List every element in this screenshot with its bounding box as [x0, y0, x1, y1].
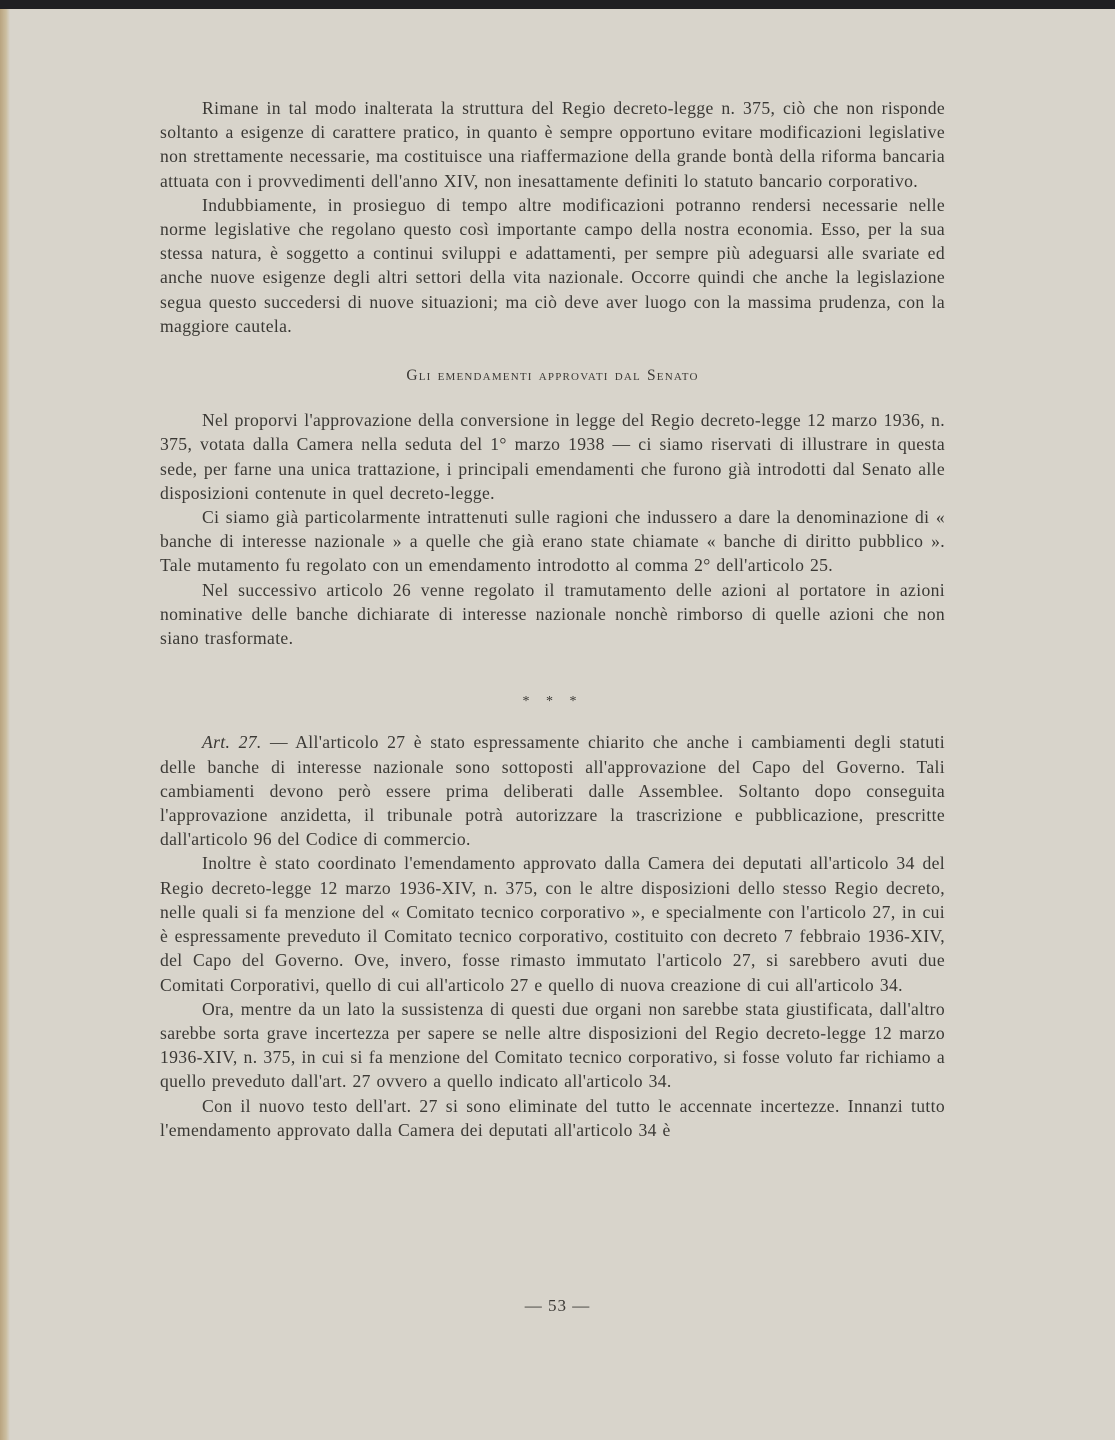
section-heading: Gli emendamenti approvati dal Senato [406, 367, 699, 385]
scan-top-border [0, 0, 1115, 9]
paragraph-2: Indubbiamente, in prosieguo di tempo altre modificazioni potranno rendersi necessarie nelle norme legislative che regolano questo così importante campo della nostra economia. Esso, per la sua stessa natura, è soggetto a continui sviluppi e adattamenti, per sempre più adeguarsi alle svariate ed anche nuove esigenze degli altri settori della vita nazionale. Occorre quindi che anche la legislazione segua questo succedersi di nuove situazioni; ma ciò deve aver luogo con la massima prudenza, con la maggiore cautela. [160, 194, 945, 336]
paragraph-3: Nel proporvi l'approvazione della conversione in legge del Regio decreto-legge 12 marzo 1936, n. 375, votata dalla Camera nella seduta del 1° marzo 1938 — ci siamo riservati di illustrare in questa sede, per farne una unica trattazione, i principali emendamenti che furono già introdotti dal Senato alle disposizioni contenute in quel decreto-legge. [160, 410, 945, 503]
paragraph-6 [160, 730, 945, 851]
paragraph-1: Rimane in tal modo inalterata la struttura del Regio decreto-legge n. 375, ciò che non risponde soltanto a esigenze di carattere pratico, in quanto è sempre opportuno evitare modificazioni legislative non strettamente necessarie, ma costituisce una riaffermazione della grande bontà della riforma bancaria attuata con i provvedimenti dell'anno XIV, non inesattamente definiti lo statuto bancario corporativo. [160, 98, 945, 191]
scan-left-border [0, 9, 10, 1440]
article-number: Art. 27. [202, 732, 262, 753]
section-separator: * * * [522, 694, 583, 710]
paragraph-9: Con il nuovo testo dell'art. 27 si sono eliminate del tutto le accennate incertezze. Innanzi tutto l'emendamento approvato dalla Camera dei deputati all'articolo 34 è [160, 1095, 945, 1140]
paragraph-6-text: — All'articolo 27 è stato espressamente chiarito che anche i cambiamenti degli statuti delle banche di interesse nazionale sono sottoposti all'approvazione del Capo del Governo. Tali cambiamenti devono però essere prima deliberati dalle Assemblee. Soltanto dopo conseguita l'approvazione anzidetta, il tribunale potrà autorizzare la trascrizione e pubblicazione, prescritte dall'articolo 96 del Codice di commercio. [160, 732, 945, 850]
body-text [160, 96, 945, 1142]
paragraph-7: Inoltre è stato coordinato l'emendamento approvato dalla Camera dei deputati all'articolo 34 del Regio decreto-legge 12 marzo 1936-XIV, n. 375, con le altre disposizioni dello stesso Regio decreto, nelle quali si fa menzione del « Comitato tecnico corporativo », e specialmente con l'articolo 27, in cui è espressamente preveduto il Comitato tecnico corporativo, costituito con decreto 7 febbraio 1936-XIV, del Capo del Governo. Ove, invero, fosse rimasto immutato l'articolo 27, si sarebbero avuti due Comitati Corporativi, quello di cui all'articolo 27 e quello di nuova creazione di cui all'articolo 34. [160, 853, 945, 995]
paragraph-8: Ora, mentre da un lato la sussistenza di questi due organi non sarebbe stata giustificata, dall'altro sarebbe sorta grave incertezza per sapere se nelle altre disposizioni del Regio decreto-legge 12 marzo 1936-XIV, n. 375, in cui si fa menzione del Comitato tecnico corporativo, si fosse voluto far richiamo a quello preveduto dall'art. 27 ovvero a quello indicato all'articolo 34. [160, 998, 945, 1092]
paragraph-4: Ci siamo già particolarmente intrattenuti sulle ragioni che indussero a dare la denominazione di « banche di interesse nazionale » a quelle che già erano state chiamate « banche di diritto pubblico ». Tale mutamento fu regolato con un emendamento introdotto al comma 2° dell'articolo 25. [160, 507, 945, 576]
page-number: — 53 — [524, 1296, 591, 1315]
paragraph-5: Nel successivo articolo 26 venne regolato il tramutamento delle azioni al portatore in azioni nominative delle banche dichiarate di interesse nazionale nonchè rimborso di quelle azioni che non siano trasformate. [160, 579, 945, 649]
